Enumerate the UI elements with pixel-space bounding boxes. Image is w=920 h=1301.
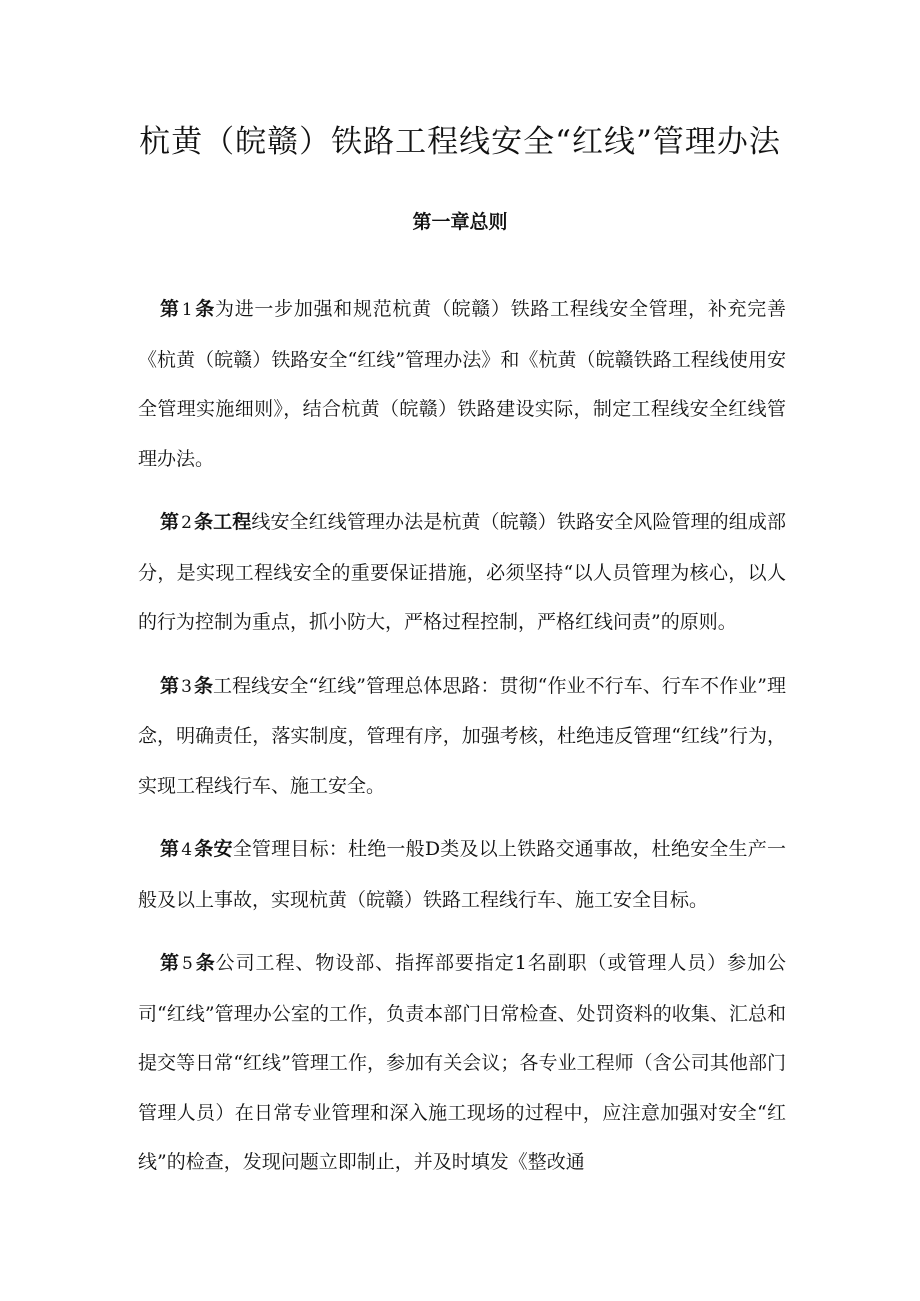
article-4: 第 4 条安全管理目标：杜绝一般D类及以上铁路交通事故，杜绝安全生产一般及以上事故，实现杭黄（皖赣）铁路工程线行车、施工安全目标。 <box>138 838 786 911</box>
document-body <box>138 285 786 1202</box>
article-label: 第 3 条 <box>160 674 214 697</box>
article-text: 为进一步加强和规范杭黄（皖赣）铁路工程线安全管理，补充完善《杭黄（皖赣）铁路安全“红线”管理办法》和《杭黄（皖赣铁路工程线使用安全管理实施细则》，结合杭黄（皖赣）铁路建设实际，制定工程线安全红线管理办法。 <box>138 298 786 470</box>
article-text: 工程线安全“红线”管理总体思路：贯彻“作业不行车、行车不作业”理念，明确责任，落实制度，管理有序，加强考核，杜绝违反管理“红线”行为，实现工程线行车、施工安全。 <box>138 674 786 797</box>
article-5 <box>138 939 786 1188</box>
article-text: 公司工程、物设部、指挥部要指定1名副职（或管理人员）参加公司“红线”管理办公室的工作，负责本部门日常检查、处罚资料的收集、汇总和提交等日常“红线”管理工作，参加有关会议；各专业工程师（含公司其他部门管理人员）在日常专业管理和深入施工现场的过程中，应注意加强对安全“红线”的检查，发现问题立即制止，并及时填发《整改通 <box>138 952 786 1173</box>
article-1 <box>138 285 786 484</box>
article-label: 第 2 条 <box>160 511 214 533</box>
article-label: 第 5 条 <box>160 952 216 974</box>
chapter-heading: 第一章总则 <box>412 211 508 233</box>
article-label: 第 4 条 <box>160 838 214 860</box>
article-3 <box>138 662 786 812</box>
article-text: 全管理目标：杜绝一般D类及以上铁路交通事故，杜绝安全生产一般及以上事故，实现杭黄（皖赣）铁路工程线行车、施工安全目标。 <box>138 838 786 911</box>
article-label: 第 1 条 <box>160 298 215 320</box>
article-2: 第 2 条工程线安全红线管理办法是杭黄（皖赣）铁路安全风险管理的组成部分，是实现工程线安全的重要保证措施，必须坚持“以人员管理为核心，以人的行为控制为重点，抓小防大，严格过程控制，严格红线问责”的原则。 <box>138 511 786 633</box>
document-title: 杭黄（皖赣）铁路工程线安全“红线”管理办法 <box>139 124 781 160</box>
article-text: 线安全红线管理办法是杭黄（皖赣）铁路安全风险管理的组成部分，是实现工程线安全的重要保证措施，必须坚持“以人员管理为核心，以人的行为控制为重点，抓小防大，严格过程控制，严格红线问责”的原则。 <box>138 511 786 633</box>
